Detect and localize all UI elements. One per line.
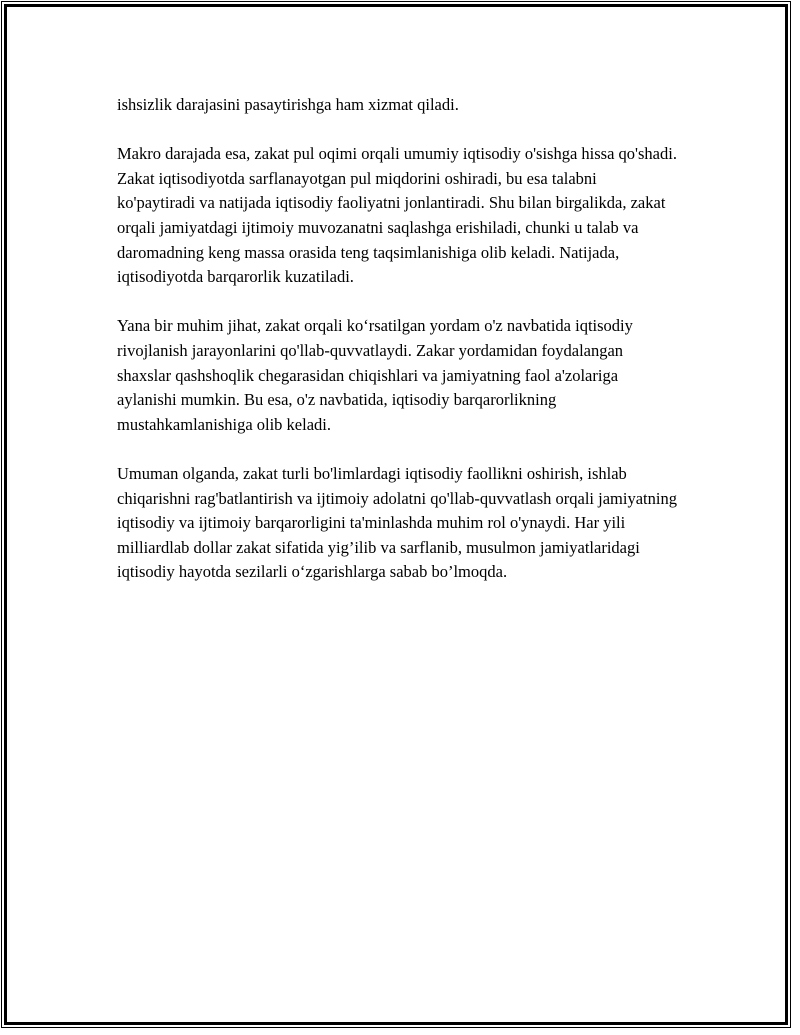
- paragraph-1: ishsizlik darajasini pasaytirishga ham xizmat qiladi.: [117, 95, 459, 114]
- paragraph-4: Umuman olganda, zakat turli bo'limlardagi iqtisodiy faollikni oshirish, ishlab chiqarishni rag'batlantirish va ijtimoiy adolatni qo'llab-quvvatlash orqali jamiyatning iqtisodiy va ijtimoiy barqarorligini ta'minlashda muhim rol o'ynaydi. Har yili milliardlab dollar zakat sifatida yig’ilib va sarflanib, musulmon jamiyatlaridagi iqtisodiy hayotda sezilarli o‘zgarishlarga sabab bo’lmoqda.: [117, 463, 677, 582]
- paragraph-2: Makro darajada esa, zakat pul oqimi orqali umumiy iqtisodiy o'sishga hissa qo'shadi. Zakat iqtisodiyotda sarflanayotgan pul miqdorini oshiradi, bu esa talabni ko'paytiradi va natijada iqtisodiy faoliyatni jonlantiradi. Shu bilan birgalikda, zakat orqali jamiyatdagi ijtimoiy muvozanatni saqlashga erishiladi, chunki u talab va daromadning keng massa orasida teng taqsimlanishiga olib keladi. Natijada, iqtisodiyotda barqarorlik kuzatiladi.: [117, 144, 677, 287]
- paragraph-3: Yana bir muhim jihat, zakat orqali ko‘rsatilgan yordam o'z navbatida iqtisodiy rivojlanish jarayonlarini qo'llab-quvvatlaydi. Zakar yordamidan foydalangan shaxslar qashshoqlik chegarasidan chiqishlari va jamiyatning faol a'zolariga aylanishi mumkin. Bu esa, o'z navbatida, iqtisodiy barqarorlikning mustahkamlanishiga olib keladi.: [117, 316, 633, 434]
- document-body: [117, 93, 677, 609]
